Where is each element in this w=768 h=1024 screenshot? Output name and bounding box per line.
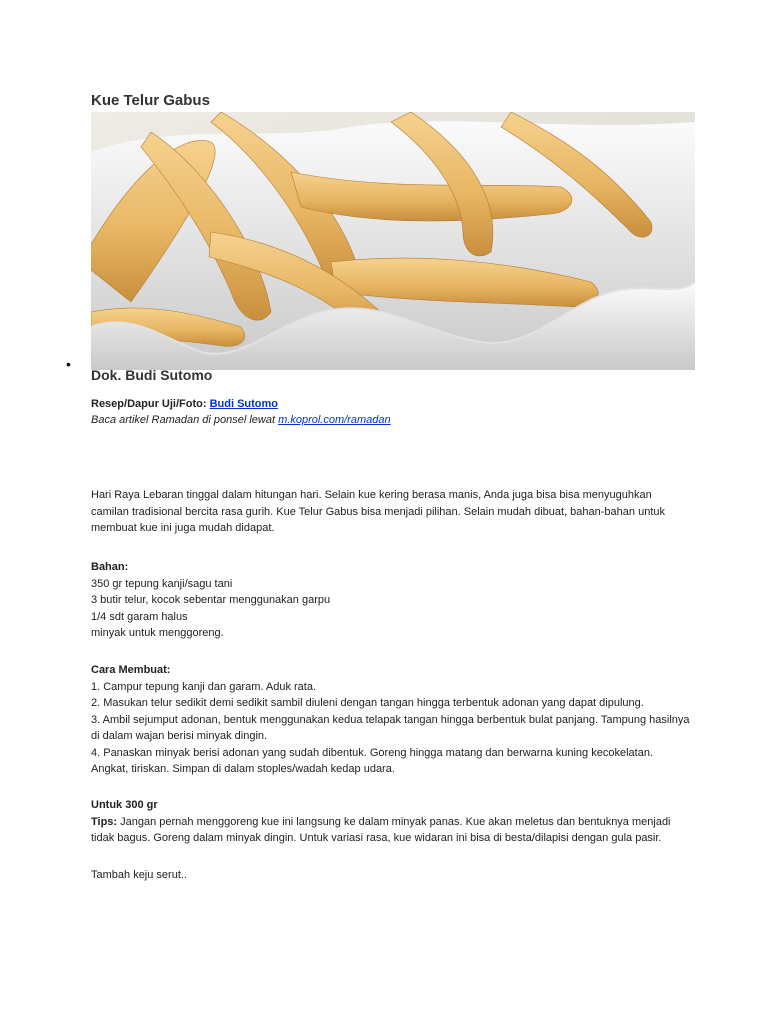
credit-label: Resep/Dapur Uji/Foto: <box>91 398 207 410</box>
credit-block <box>91 396 391 428</box>
article-title: Kue Telur Gabus <box>91 92 210 109</box>
ingredient-item: 1/4 sdt garam halus <box>91 610 188 623</box>
yield-label: Untuk 300 gr <box>91 799 158 811</box>
ingredient-item: 350 gr tepung kanji/sagu tani <box>91 577 233 590</box>
closing-section <box>91 867 691 884</box>
tips-text: Jangan pernah menggoreng kue ini langsung ke dalam minyak panas. Kue akan meletus dan bentuknya menjadi tidak bagus. Goreng dalam minyak dingin. Untuk variasi rasa, kue widaran ini bisa di besta/dilapisi dengan gula pasir. <box>91 815 671 844</box>
method-section <box>91 662 691 778</box>
mobile-notice: Baca artikel Ramadan di ponsel lewat <box>91 414 276 426</box>
method-step: 3. Ambil sejumput adonan, bentuk menggunakan kedua telapak tangan hingga berbentuk bulat panjang. Tampung hasilnya di dalam wajan berisi minyak dingin. <box>91 713 690 742</box>
tips-paragraph <box>91 814 691 847</box>
intro-text: Hari Raya Lebaran tinggal dalam hitungan hari. Selain kue kering berasa manis, Anda juga bisa bisa menyuguhkan camilan tradisional bercita rasa gurih. Kue Telur Gabus bisa menjadi pilihan. Selain mudah dibuat, bahan-bahan untuk membuat kue ini juga mudah didapat. <box>91 489 665 534</box>
mobile-link[interactable]: m.koprol.com/ramadan <box>278 414 391 426</box>
method-step: 2. Masukan telur sedikit demi sedikit sambil diuleni dengan tangan hingga terbentuk adonan yang dapat dipulung. <box>91 697 644 709</box>
ingredient-item: 3 butir telur, kocok sebentar menggunakan garpu <box>91 594 331 606</box>
method-heading: Cara Membuat: <box>91 664 171 676</box>
method-step: 4. Panaskan minyak berisi adonan yang sudah dibentuk. Goreng hingga matang dan berwarna kuning kecokelatan. Angkat, tiriskan. Simpan di dalam stoples/wadah kedap udara. <box>91 746 653 775</box>
intro-paragraph <box>91 487 691 537</box>
list-bullet: • <box>66 356 71 372</box>
tips-label: Tips: <box>91 815 118 828</box>
ingredients-section <box>91 559 691 642</box>
closing-text: Tambah keju serut.. <box>91 869 187 881</box>
ingredients-heading: Bahan: <box>91 561 129 573</box>
kue-telur-gabus-photo <box>91 112 695 370</box>
ingredient-item: minyak untuk menggoreng. <box>91 627 224 639</box>
author-link[interactable]: Budi Sutomo <box>209 398 279 410</box>
method-step: 1. Campur tepung kanji dan garam. Aduk rata. <box>91 680 317 693</box>
tips-section <box>91 797 691 847</box>
image-caption: Dok. Budi Sutomo <box>91 367 213 383</box>
